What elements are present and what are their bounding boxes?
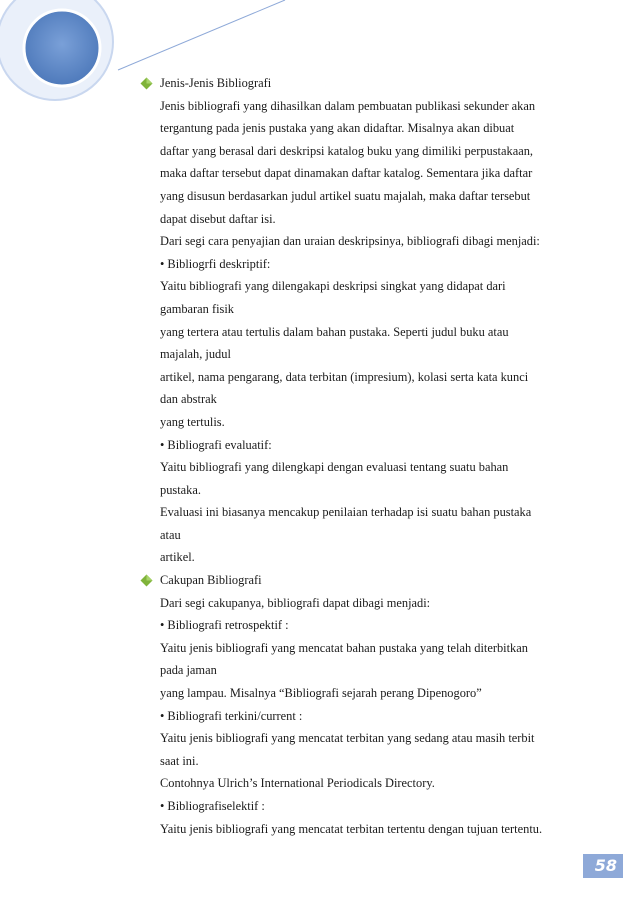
list-item-label: • Bibliografiselektif : [160,799,265,813]
paragraph-line: pustaka. [160,482,201,497]
document-body [140,72,580,840]
paragraph-line: maka daftar tersebut dapat dinamakan daftar katalog. Sementara jika daftar [160,166,533,181]
paragraph-line: Yaitu jenis bibliografi yang mencatat terbitan tertentu dengan tujuan tertentu. [160,821,543,836]
inner-circle-shape [24,10,100,86]
list-item-label: • Bibliografi terkini/current : [160,708,303,723]
paragraph-line: majalah, judul [160,347,231,362]
paragraph-line: artikel, nama pengarang, data terbitan (impresium), kolasi serta kata kunci [160,369,529,384]
list-item-label: • Bibliografi retrospektif : [160,618,289,633]
paragraph-line: yang disusun berdasarkan judul artikel suatu majalah, maka daftar tersebut [160,188,531,203]
section-cakupan-bibliografi [140,569,580,840]
paragraph-line: daftar yang berasal dari deskripsi katalog buku yang dimiliki perpustakaan, [160,143,533,158]
section-heading [140,569,580,592]
paragraph-line: Jenis bibliografi yang dihasilkan dalam pembuatan publikasi sekunder akan [160,98,536,113]
paragraph-line: Yaitu jenis bibliografi yang mencatat bahan pustaka yang telah diterbitkan [160,640,528,655]
section-heading-text: Cakupan Bibliografi [160,573,262,588]
paragraph-line: saat ini. [160,753,199,768]
section-heading-text: Jenis-Jenis Bibliografi [160,76,272,90]
paragraph-line: Yaitu bibliografi yang dilengkapi dengan evaluasi tentang suatu bahan [160,460,509,475]
decorative-line [118,0,285,70]
paragraph-line: dan abstrak [160,392,217,407]
paragraph-line: tergantung pada jenis pustaka yang akan didaftar. Misalnya akan dibuat [160,121,515,136]
paragraph-line: yang tertulis. [160,414,225,429]
paragraph-line: yang lampau. Misalnya “Bibliografi sejarah perang Dipenogoro” [160,686,482,701]
paragraph-line: Dari segi cakupanya, bibliografi dapat dibagi menjadi: [160,595,431,610]
list-item-label: • Bibliogrfi deskriptif: [160,256,271,271]
section-heading [140,72,580,95]
paragraph-line: artikel. [160,550,195,565]
section-jenis-bibliografi [140,72,580,569]
green-diamond-bullet-icon [140,574,153,587]
green-diamond-bullet-icon [140,77,153,90]
paragraph-line: dapat disebut daftar isi. [160,211,276,226]
paragraph-line: Yaitu bibliografi yang dilengakapi deskripsi singkat yang didapat dari [160,279,506,294]
paragraph-line: Dari segi cara penyajian dan uraian deskripsinya, bibliografi dibagi menjadi: [160,234,540,249]
page-number: 58 [583,854,623,878]
paragraph-line: Contohnya Ulrich’s International Periodicals Directory. [160,776,435,791]
paragraph-line: gambaran fisik [160,301,234,316]
paragraph-line: atau [160,527,181,542]
paragraph-line: yang tertera atau tertulis dalam bahan pustaka. Seperti judul buku atau [160,324,509,339]
list-item-label: • Bibliografi evaluatif: [160,437,272,452]
paragraph-line: Yaitu jenis bibliografi yang mencatat terbitan yang sedang atau masih terbit [160,731,535,746]
paragraph-line: pada jaman [160,663,217,678]
paragraph-line: Evaluasi ini biasanya mencakup penilaian terhadap isi suatu bahan pustaka [160,505,532,520]
